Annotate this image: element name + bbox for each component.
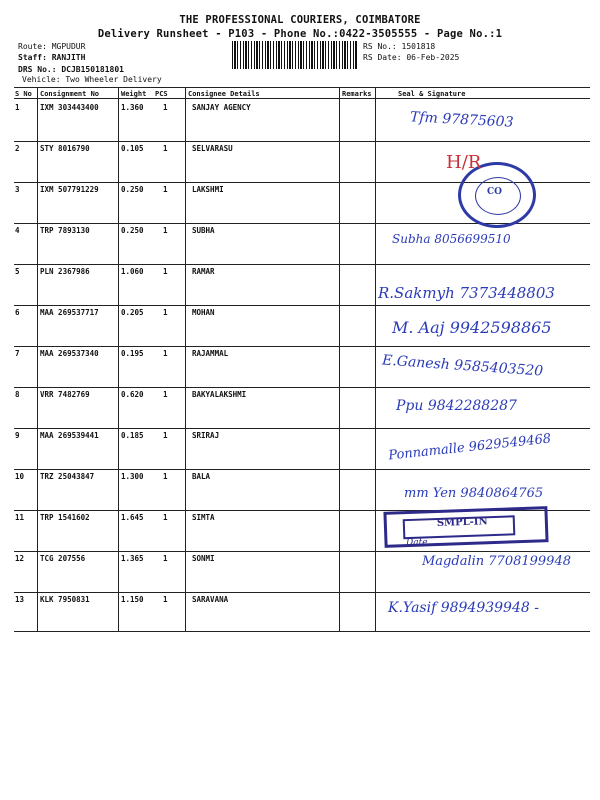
cell-consignee: SANJAY AGENCY — [192, 103, 251, 112]
cell-consignee: RAMAR — [192, 267, 215, 276]
column-divider — [37, 88, 38, 631]
row-divider — [14, 592, 590, 593]
cell-cno: KLK 7950831 — [40, 595, 90, 604]
cell-consignee: BALA — [192, 472, 211, 481]
cell-cno: MAA 269537717 — [40, 308, 99, 317]
cell-consignee: SRIRAJ — [192, 431, 220, 440]
signature-4: R.Sakmyh 7373448803 — [378, 284, 555, 302]
vehicle-label: Vehicle: Two Wheeler Delivery — [22, 75, 162, 84]
cell-pcs: 1 — [163, 349, 168, 358]
column-header-consignee: Consignee Details — [188, 90, 260, 98]
signature-2: H/R — [446, 152, 482, 173]
round-stamp-text: CO — [487, 187, 503, 197]
signature-3: Subha 8056699510 — [392, 232, 511, 246]
column-divider — [339, 88, 340, 631]
staff-label: Staff: RANJITH — [18, 53, 86, 62]
column-header-remarks: Remarks — [342, 90, 372, 98]
column-header-pcs: PCS — [155, 90, 168, 98]
barcode — [232, 41, 357, 69]
column-divider — [185, 88, 186, 631]
cell-sno: 9 — [15, 431, 20, 440]
cell-pcs: 1 — [163, 226, 168, 235]
signature-5: M. Aaj 9942598865 — [392, 318, 552, 337]
signature-9: mm Yen 9840864765 — [404, 486, 544, 501]
signature-12: K.Yasif 9894939948 - — [388, 600, 539, 616]
signature-1: Tfm 97875603 — [409, 109, 514, 131]
cell-weight: 0.195 — [121, 349, 144, 358]
cell-sno: 4 — [15, 226, 20, 235]
cell-weight: 0.250 — [121, 185, 144, 194]
cell-sno: 12 — [15, 554, 25, 563]
cell-weight: 1.060 — [121, 267, 144, 276]
cell-cno: STY 8016790 — [40, 144, 90, 153]
column-header-sno: S No — [15, 90, 32, 98]
signature-6: E.Ganesh 9585403520 — [381, 352, 544, 380]
row-divider — [14, 469, 590, 470]
cell-consignee: BAKYALAKSHMI — [192, 390, 247, 399]
rs-number: RS No.: 1501818 — [363, 42, 436, 51]
runsheet-title: THE PROFESSIONAL COURIERS, COIMBATORE — [179, 14, 421, 26]
cell-weight: 1.365 — [121, 554, 144, 563]
cell-weight: 1.645 — [121, 513, 144, 522]
cell-consignee: LAKSHMI — [192, 185, 224, 194]
row-divider — [14, 387, 590, 388]
cell-sno: 10 — [15, 472, 25, 481]
cell-cno: MAA 269537340 — [40, 349, 99, 358]
signature-11: Magdalin 7708199948 — [422, 554, 571, 569]
cell-weight: 0.105 — [121, 144, 144, 153]
cell-sno: 2 — [15, 144, 20, 153]
cell-pcs: 1 — [163, 103, 168, 112]
cell-pcs: 1 — [163, 472, 168, 481]
signature-7: Ppu 9842288287 — [396, 398, 517, 414]
cell-weight: 0.185 — [121, 431, 144, 440]
row-divider — [14, 264, 590, 265]
cell-consignee: RAJAMMAL — [192, 349, 229, 358]
table-header-border — [14, 98, 590, 99]
signature-8: Ponnamalle 9629549468 — [387, 431, 552, 464]
column-header-signature: Seal & Signature — [398, 90, 466, 98]
cell-pcs: 1 — [163, 554, 168, 563]
column-divider — [118, 88, 119, 631]
cell-sno: 6 — [15, 308, 20, 317]
signature-10: Date — [406, 538, 428, 548]
runsheet-subtitle: Delivery Runsheet - P103 - Phone No.:0422-3505555 - Page No.:1 — [97, 28, 503, 40]
cell-sno: 13 — [15, 595, 25, 604]
cell-pcs: 1 — [163, 144, 168, 153]
cell-sno: 11 — [15, 513, 25, 522]
cell-pcs: 1 — [163, 185, 168, 194]
column-header-consignment: Consignment No — [40, 90, 100, 98]
column-divider — [375, 88, 376, 631]
cell-weight: 1.300 — [121, 472, 144, 481]
cell-pcs: 1 — [163, 513, 168, 522]
cell-sno: 7 — [15, 349, 20, 358]
cell-cno: MAA 269539441 — [40, 431, 99, 440]
cell-consignee: SARAVANA — [192, 595, 229, 604]
row-divider — [14, 346, 590, 347]
cell-sno: 5 — [15, 267, 20, 276]
cell-weight: 0.620 — [121, 390, 144, 399]
cell-pcs: 1 — [163, 390, 168, 399]
cell-cno: TCG 207556 — [40, 554, 86, 563]
row-divider — [14, 305, 590, 306]
cell-pcs: 1 — [163, 595, 168, 604]
rs-date: RS Date: 06-Feb-2025 — [363, 53, 460, 62]
box-stamp-text: SMPL-IN — [436, 516, 488, 530]
cell-weight: 0.250 — [121, 226, 144, 235]
cell-consignee: SONMI — [192, 554, 215, 563]
row-divider — [14, 551, 590, 552]
cell-cno: TRZ 25043847 — [40, 472, 95, 481]
row-divider — [14, 428, 590, 429]
table-top-border — [14, 87, 590, 88]
cell-consignee: SIMTA — [192, 513, 215, 522]
cell-cno: IXM 507791229 — [40, 185, 99, 194]
cell-consignee: MOHAN — [192, 308, 215, 317]
row-divider — [14, 141, 590, 142]
cell-weight: 1.150 — [121, 595, 144, 604]
cell-pcs: 1 — [163, 267, 168, 276]
cell-cno: VRR 7482769 — [40, 390, 90, 399]
table-bottom-border — [14, 631, 590, 632]
drs-number: DRS No.: DCJB150181801 — [18, 65, 124, 74]
column-header-weight: Weight — [121, 90, 147, 98]
cell-pcs: 1 — [163, 308, 168, 317]
cell-consignee: SELVARASU — [192, 144, 233, 153]
cell-sno: 8 — [15, 390, 20, 399]
cell-cno: IXM 303443400 — [40, 103, 99, 112]
cell-cno: TRP 1541602 — [40, 513, 90, 522]
cell-weight: 0.205 — [121, 308, 144, 317]
cell-pcs: 1 — [163, 431, 168, 440]
route-label: Route: MGPUDUR — [18, 42, 86, 51]
cell-sno: 1 — [15, 103, 20, 112]
cell-cno: PLN 2367986 — [40, 267, 90, 276]
cell-cno: TRP 7893130 — [40, 226, 90, 235]
cell-weight: 1.360 — [121, 103, 144, 112]
cell-sno: 3 — [15, 185, 20, 194]
cell-consignee: SUBHA — [192, 226, 215, 235]
